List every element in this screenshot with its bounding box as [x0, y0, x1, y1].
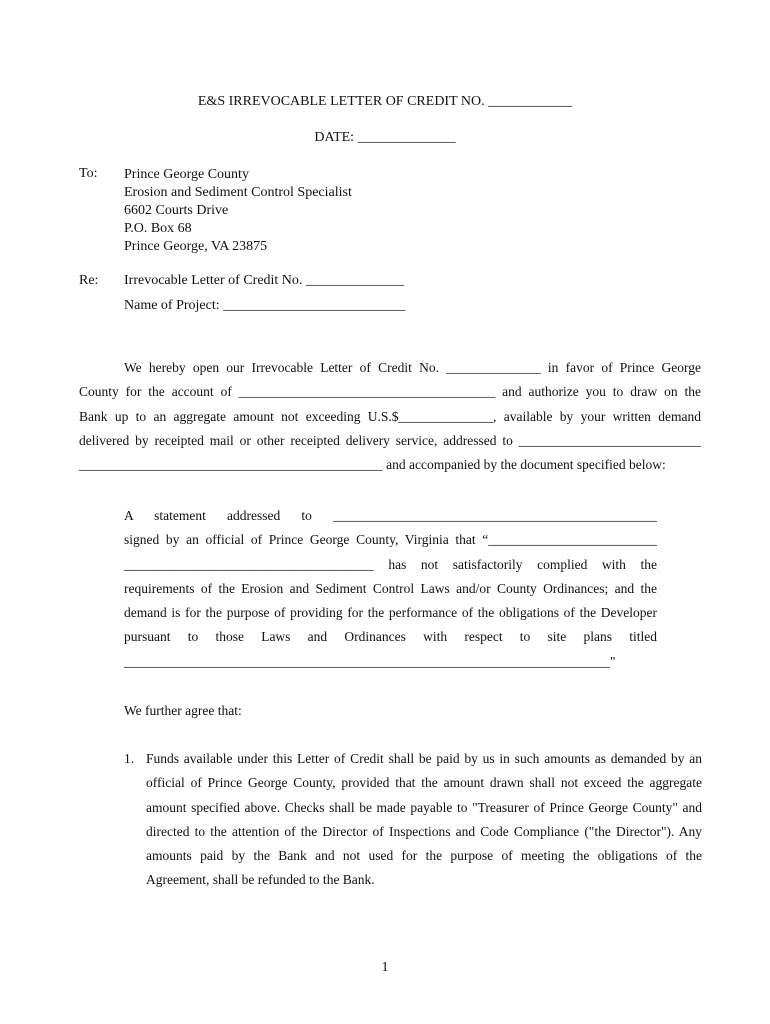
- statement-line: requirements of the Erosion and Sediment Control Laws and/or County Ordinances; and the: [124, 580, 657, 596]
- main-paragraph: [79, 356, 701, 477]
- to-label: To:: [79, 166, 98, 181]
- credit-number-line: Irrevocable Letter of Credit No. ______________: [124, 273, 404, 288]
- item-body: [146, 747, 702, 893]
- project-name-line: Name of Project: __________________________: [124, 298, 406, 313]
- address-line: P.O. Box 68: [124, 221, 192, 236]
- item-line: official of Prince George County, provided that the amount drawn shall not exceed the aggregate: [146, 775, 702, 791]
- item-line: amounts paid by the Bank and not used for the purpose of meeting the obligations of the: [146, 848, 702, 864]
- paragraph-line: County for the account of ______________________________________ and authorize you to draw on the: [79, 384, 701, 400]
- statement-block: [124, 504, 657, 674]
- address-line: Erosion and Sediment Control Specialist: [124, 185, 352, 200]
- item-number: 1.: [124, 751, 135, 766]
- statement-line: demand is for the purpose of providing for the performance of the obligations of the Developer: [124, 605, 657, 621]
- address-line: 6602 Courts Drive: [124, 203, 229, 218]
- page-number: 1: [381, 960, 389, 975]
- statement-line: _____________________________________ has not satisfactorily complied with the: [124, 556, 657, 572]
- item-line: Funds available under this Letter of Credit shall be paid by us in such amounts as demanded by an: [146, 751, 702, 766]
- paragraph-line: delivered by receipted mail or other receipted delivery service, addressed to ___________________________: [79, 432, 701, 448]
- item-line: Agreement, shall be refunded to the Bank.: [146, 872, 375, 888]
- further-agree-heading: We further agree that:: [124, 703, 242, 718]
- statement-line: pursuant to those Laws and Ordinances with respect to site plans titled: [124, 629, 657, 645]
- item-line: amount specified above. Checks shall be made payable to "Treasurer of Prince George County" and: [146, 799, 702, 815]
- numbered-item: [124, 747, 702, 893]
- document-title: E&S IRREVOCABLE LETTER OF CREDIT NO. ____________: [197, 94, 573, 109]
- address-line: Prince George County: [124, 167, 249, 182]
- item-line: directed to the attention of the Director of Inspections and Code Compliance ("the Director"). Any: [146, 823, 702, 839]
- statement-line: A statement addressed to ________________________________________________: [124, 508, 657, 523]
- statement-line: signed by an official of Prince George County, Virginia that “_________________________: [124, 532, 657, 548]
- paragraph-line: Bank up to an aggregate amount not exceeding U.S.$______________, available by your written demand: [79, 408, 701, 424]
- re-label: Re:: [79, 273, 99, 288]
- reference-block: [124, 273, 405, 314]
- address-line: Prince George, VA 23875: [124, 239, 268, 254]
- recipient-address: [124, 166, 352, 256]
- date-line: DATE: ______________: [314, 130, 456, 145]
- paragraph-line: _____________________________________________ and accompanied by the document specified below:: [79, 457, 666, 473]
- paragraph-line: We hereby open our Irrevocable Letter of Credit No. ______________ in favor of Prince George: [124, 360, 701, 375]
- statement-line: ________________________________________________________________________": [124, 653, 616, 669]
